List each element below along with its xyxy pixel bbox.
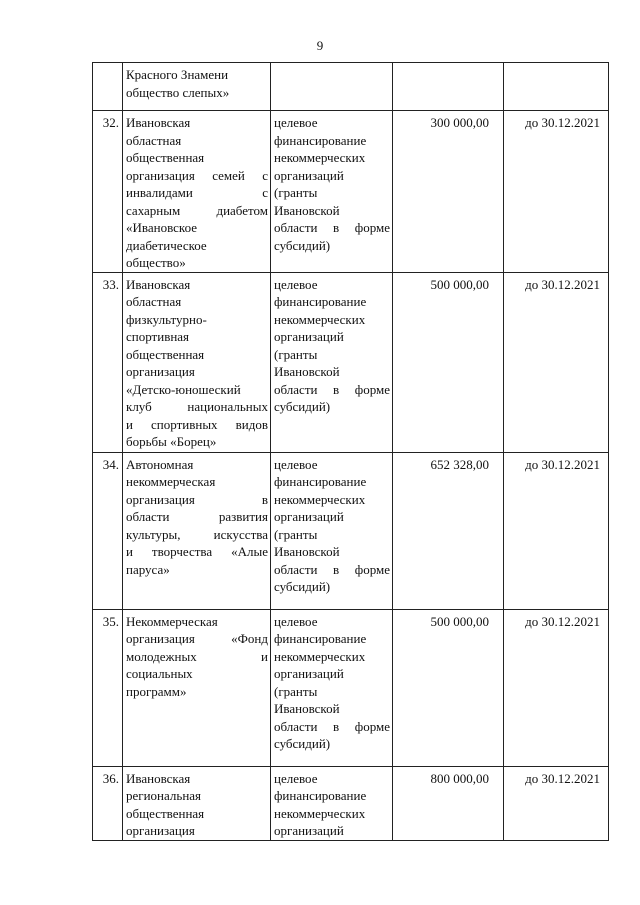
- grant-deadline: [504, 63, 609, 111]
- grant-purpose-line: Ивановской: [274, 701, 340, 716]
- grant-purpose: [271, 272, 393, 452]
- organization-name-line: культуры, искусства: [126, 526, 268, 542]
- organization-name-line: общество»: [126, 255, 186, 270]
- grant-purpose-line: целевое: [274, 770, 318, 786]
- grant-purpose-line: некоммерческих: [274, 491, 366, 507]
- organization-name: [123, 766, 271, 840]
- grant-deadline: до 30.12.2021: [504, 452, 609, 609]
- page-number: 9: [316, 38, 324, 53]
- organization-name-line: общество слепых»: [126, 84, 230, 100]
- grant-purpose: [271, 63, 393, 111]
- grant-purpose-line: организаций: [274, 509, 344, 524]
- organization-name-line: и спортивных видов: [126, 416, 268, 432]
- grant-purpose-line: целевое: [274, 115, 318, 130]
- organization-name-line: и творчества «Алые: [126, 544, 268, 559]
- organization-name-line: «Детско-юношеский: [126, 381, 241, 397]
- table-row: [93, 63, 609, 111]
- organization-name-line: организация: [126, 364, 195, 379]
- row-number: 34.: [93, 452, 123, 609]
- organization-name-line: организация в: [126, 491, 268, 507]
- table-row: [93, 609, 609, 766]
- organization-name-line: Ивановская: [126, 770, 191, 786]
- grant-deadline: до 30.12.2021: [504, 272, 609, 452]
- organization-name-line: Некоммерческая: [126, 613, 218, 629]
- organization-name-line: сахарным диабетом: [126, 202, 268, 218]
- grant-purpose-line: некоммерческих: [274, 150, 366, 165]
- grant-purpose-line: некоммерческих: [274, 805, 366, 821]
- grant-purpose-line: области в форме: [274, 220, 390, 235]
- grant-deadline: до 30.12.2021: [504, 609, 609, 766]
- organization-name-line: инвалидами с: [126, 185, 268, 200]
- organization-name: [123, 609, 271, 766]
- grant-purpose-line: целевое: [274, 276, 318, 292]
- organization-name-line: клуб национальных: [126, 399, 268, 414]
- row-number: 35.: [93, 609, 123, 766]
- grant-purpose-line: (гранты: [274, 526, 318, 542]
- grant-amount: 300 000,00: [393, 111, 504, 273]
- organization-name-line: физкультурно-: [126, 311, 207, 327]
- organization-name-line: борьбы «Борец»: [126, 434, 217, 449]
- grant-purpose-line: (гранты: [274, 185, 318, 200]
- grant-purpose-line: (гранты: [274, 346, 318, 362]
- grant-purpose-line: субсидий): [274, 237, 331, 253]
- grant-purpose-line: субсидий): [274, 579, 331, 594]
- grant-amount: [393, 63, 504, 111]
- grant-purpose: [271, 609, 393, 766]
- grant-purpose-line: организаций: [274, 666, 344, 681]
- organization-name-line: региональная: [126, 788, 202, 803]
- organization-name-line: молодежных и: [126, 648, 268, 664]
- grant-purpose: [271, 766, 393, 840]
- grant-purpose-line: финансирование: [274, 294, 367, 309]
- organization-name-line: области развития: [126, 509, 268, 524]
- organization-name-line: организация «Фонд: [126, 631, 268, 646]
- grant-purpose: [271, 452, 393, 609]
- organization-name-line: организация: [126, 823, 195, 838]
- grant-purpose: [271, 111, 393, 273]
- organization-name-line: общественная: [126, 346, 205, 362]
- grant-purpose-line: (гранты: [274, 683, 318, 699]
- grant-purpose-line: некоммерческих: [274, 648, 366, 664]
- row-number: 32.: [93, 111, 123, 273]
- grant-purpose-line: области в форме: [274, 381, 390, 397]
- grant-deadline: до 30.12.2021: [504, 766, 609, 840]
- grant-purpose-line: некоммерческих: [274, 311, 366, 327]
- organization-name-line: Ивановская: [126, 115, 191, 130]
- organization-name-line: «Ивановское: [126, 220, 197, 235]
- grant-purpose-line: финансирование: [274, 631, 367, 646]
- organization-name-line: программ»: [126, 683, 187, 699]
- grant-amount: 800 000,00: [393, 766, 504, 840]
- organization-name-line: общественная: [126, 805, 205, 821]
- organization-name-line: диабетическое: [126, 237, 207, 253]
- row-number: [93, 63, 123, 111]
- grant-purpose-line: финансирование: [274, 132, 367, 148]
- organization-name-line: спортивная: [126, 329, 190, 344]
- organization-name-line: организация семей с: [126, 167, 268, 183]
- grant-purpose-line: Ивановской: [274, 544, 340, 559]
- row-number: 36.: [93, 766, 123, 840]
- grant-purpose-line: субсидий): [274, 399, 331, 414]
- grant-purpose-line: финансирование: [274, 788, 367, 803]
- grant-purpose-line: субсидий): [274, 736, 331, 751]
- grant-purpose-line: целевое: [274, 613, 318, 629]
- grants-table: [92, 62, 609, 841]
- table-row: [93, 111, 609, 273]
- grant-purpose-line: финансирование: [274, 474, 367, 489]
- organization-name-line: областная: [126, 294, 182, 309]
- grant-purpose-line: целевое: [274, 456, 318, 472]
- grant-purpose-line: организаций: [274, 167, 344, 183]
- organization-name-line: социальных: [126, 666, 193, 681]
- grant-purpose-line: организаций: [274, 823, 344, 838]
- table-row: [93, 452, 609, 609]
- organization-name-line: некоммерческая: [126, 474, 216, 489]
- grant-purpose-line: организаций: [274, 329, 344, 344]
- organization-name: [123, 452, 271, 609]
- organization-name-line: областная: [126, 132, 182, 148]
- organization-name-line: паруса»: [126, 561, 170, 577]
- organization-name: [123, 111, 271, 273]
- table-row: [93, 766, 609, 840]
- grant-amount: 500 000,00: [393, 609, 504, 766]
- organization-name-line: Ивановская: [126, 276, 191, 292]
- grant-purpose-line: области в форме: [274, 718, 390, 734]
- organization-name-line: общественная: [126, 150, 205, 165]
- organization-name-line: Красного Знамени: [126, 67, 229, 82]
- row-number: 33.: [93, 272, 123, 452]
- grant-purpose-line: Ивановской: [274, 364, 340, 379]
- grant-amount: 500 000,00: [393, 272, 504, 452]
- grant-amount: 652 328,00: [393, 452, 504, 609]
- organization-name: [123, 272, 271, 452]
- grant-purpose-line: Ивановской: [274, 202, 340, 218]
- table-row: [93, 272, 609, 452]
- organization-name-line: Автономная: [126, 456, 194, 472]
- grant-purpose-line: области в форме: [274, 561, 390, 577]
- grant-deadline: до 30.12.2021: [504, 111, 609, 273]
- organization-name: [123, 63, 271, 111]
